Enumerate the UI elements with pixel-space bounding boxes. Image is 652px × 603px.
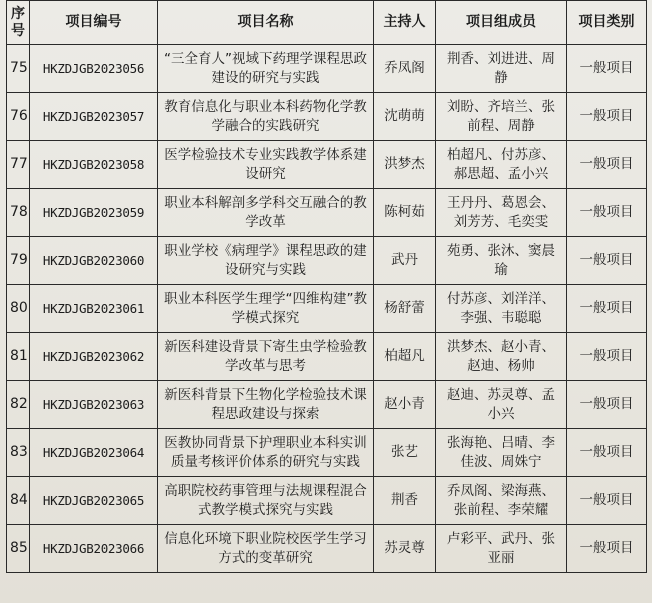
table-row	[7, 141, 647, 189]
table-row	[7, 429, 647, 477]
table-row	[7, 189, 647, 237]
cell-code: HKZDJGB2023058	[30, 141, 158, 189]
cell-host: 沈萌萌	[374, 93, 436, 141]
cell-no: 83	[7, 429, 30, 477]
cell-name-text: 职业本科解剖多学科交互融合的教学改革	[164, 194, 367, 230]
header-row	[7, 1, 647, 45]
cell-name-text: 职业本科医学生理学“四维构建”教学模式探究	[164, 290, 367, 326]
cell-members: 柏超凡、付苏彦、郝思超、孟小兴	[436, 141, 567, 189]
cell-category: 一般项目	[567, 429, 647, 477]
cell-host: 陈柯茹	[374, 189, 436, 237]
cell-no: 84	[7, 477, 30, 525]
cell-code: HKZDJGB2023062	[30, 333, 158, 381]
table-row	[7, 285, 647, 333]
cell-no: 82	[7, 381, 30, 429]
cell-host: 苏灵尊	[374, 525, 436, 573]
table-row	[7, 93, 647, 141]
cell-name-text: 教育信息化与职业本科药物化学教学融合的实践研究	[164, 98, 367, 134]
cell-category: 一般项目	[567, 477, 647, 525]
header-category: 项目类别	[567, 1, 647, 45]
cell-code: HKZDJGB2023057	[30, 93, 158, 141]
cell-name-text: 职业学校《病理学》课程思政的建设研究与实践	[164, 242, 367, 278]
cell-code: HKZDJGB2023059	[30, 189, 158, 237]
cell-name-text: 新医科建设背景下寄生虫学检验教学改革与思考	[164, 338, 367, 374]
cell-name-text: “三全育人”视域下药理学课程思政建设的研究与实践	[164, 50, 367, 86]
cell-host: 赵小青	[374, 381, 436, 429]
header-seq-line2: 号	[11, 22, 25, 39]
cell-name	[158, 189, 374, 237]
header-name: 项目名称	[158, 1, 374, 45]
cell-code: HKZDJGB2023061	[30, 285, 158, 333]
cell-name	[158, 429, 374, 477]
cell-code: HKZDJGB2023060	[30, 237, 158, 285]
cell-name-text: 医学检验技术专业实践教学体系建设研究	[164, 146, 367, 182]
cell-no: 85	[7, 525, 30, 573]
cell-no: 75	[7, 45, 30, 93]
header-host: 主持人	[374, 1, 436, 45]
cell-host: 洪梦杰	[374, 141, 436, 189]
cell-members: 苑勇、张沐、窦晨瑜	[436, 237, 567, 285]
cell-members: 刘盼、齐培兰、张前程、周静	[436, 93, 567, 141]
cell-no: 78	[7, 189, 30, 237]
table-row	[7, 45, 647, 93]
cell-members: 卢彩平、武丹、张亚丽	[436, 525, 567, 573]
table-row	[7, 333, 647, 381]
header-seq-line1: 序	[11, 5, 25, 22]
cell-members: 张海艳、吕晴、李佳波、周姝宁	[436, 429, 567, 477]
cell-host: 乔凤阁	[374, 45, 436, 93]
cell-name	[158, 45, 374, 93]
cell-name-text: 新医科背景下生物化学检验技术课程思政建设与探索	[164, 386, 367, 422]
cell-name	[158, 525, 374, 573]
table-row	[7, 477, 647, 525]
table-row	[7, 381, 647, 429]
table-row	[7, 525, 647, 573]
cell-host: 荆香	[374, 477, 436, 525]
cell-name	[158, 237, 374, 285]
cell-members: 荆香、刘进进、周静	[436, 45, 567, 93]
cell-name	[158, 333, 374, 381]
cell-category: 一般项目	[567, 525, 647, 573]
cell-code: HKZDJGB2023056	[30, 45, 158, 93]
cell-code: HKZDJGB2023066	[30, 525, 158, 573]
cell-no: 79	[7, 237, 30, 285]
cell-name	[158, 477, 374, 525]
cell-code: HKZDJGB2023065	[30, 477, 158, 525]
cell-category: 一般项目	[567, 333, 647, 381]
cell-host: 柏超凡	[374, 333, 436, 381]
cell-name-text: 高职院校药事管理与法规课程混合式教学模式探究与实践	[164, 482, 367, 518]
cell-name	[158, 141, 374, 189]
cell-name	[158, 381, 374, 429]
cell-name-text: 医教协同背景下护理职业本科实训质量考核评价体系的研究与实践	[164, 434, 367, 470]
cell-name-text: 信息化环境下职业院校医学生学习方式的变革研究	[164, 530, 367, 566]
cell-no: 80	[7, 285, 30, 333]
header-members: 项目组成员	[436, 1, 567, 45]
cell-category: 一般项目	[567, 189, 647, 237]
cell-name	[158, 93, 374, 141]
cell-members: 付苏彦、刘洋洋、李强、韦聪聪	[436, 285, 567, 333]
cell-code: HKZDJGB2023064	[30, 429, 158, 477]
cell-name	[158, 285, 374, 333]
cell-category: 一般项目	[567, 237, 647, 285]
project-table	[6, 0, 647, 573]
cell-host: 武丹	[374, 237, 436, 285]
cell-members: 乔凤阁、梁海燕、张前程、李荣耀	[436, 477, 567, 525]
cell-category: 一般项目	[567, 93, 647, 141]
cell-code: HKZDJGB2023063	[30, 381, 158, 429]
cell-category: 一般项目	[567, 141, 647, 189]
cell-category: 一般项目	[567, 45, 647, 93]
cell-members: 王丹丹、葛恩会、刘芳芳、毛奕雯	[436, 189, 567, 237]
cell-no: 77	[7, 141, 30, 189]
cell-category: 一般项目	[567, 285, 647, 333]
table-row	[7, 237, 647, 285]
cell-host: 张艺	[374, 429, 436, 477]
cell-members: 洪梦杰、赵小青、赵迪、杨帅	[436, 333, 567, 381]
header-seq	[7, 1, 30, 45]
cell-members: 赵迪、苏灵尊、孟小兴	[436, 381, 567, 429]
header-code: 项目编号	[30, 1, 158, 45]
cell-host: 杨舒蕾	[374, 285, 436, 333]
cell-no: 76	[7, 93, 30, 141]
cell-category: 一般项目	[567, 381, 647, 429]
cell-no: 81	[7, 333, 30, 381]
